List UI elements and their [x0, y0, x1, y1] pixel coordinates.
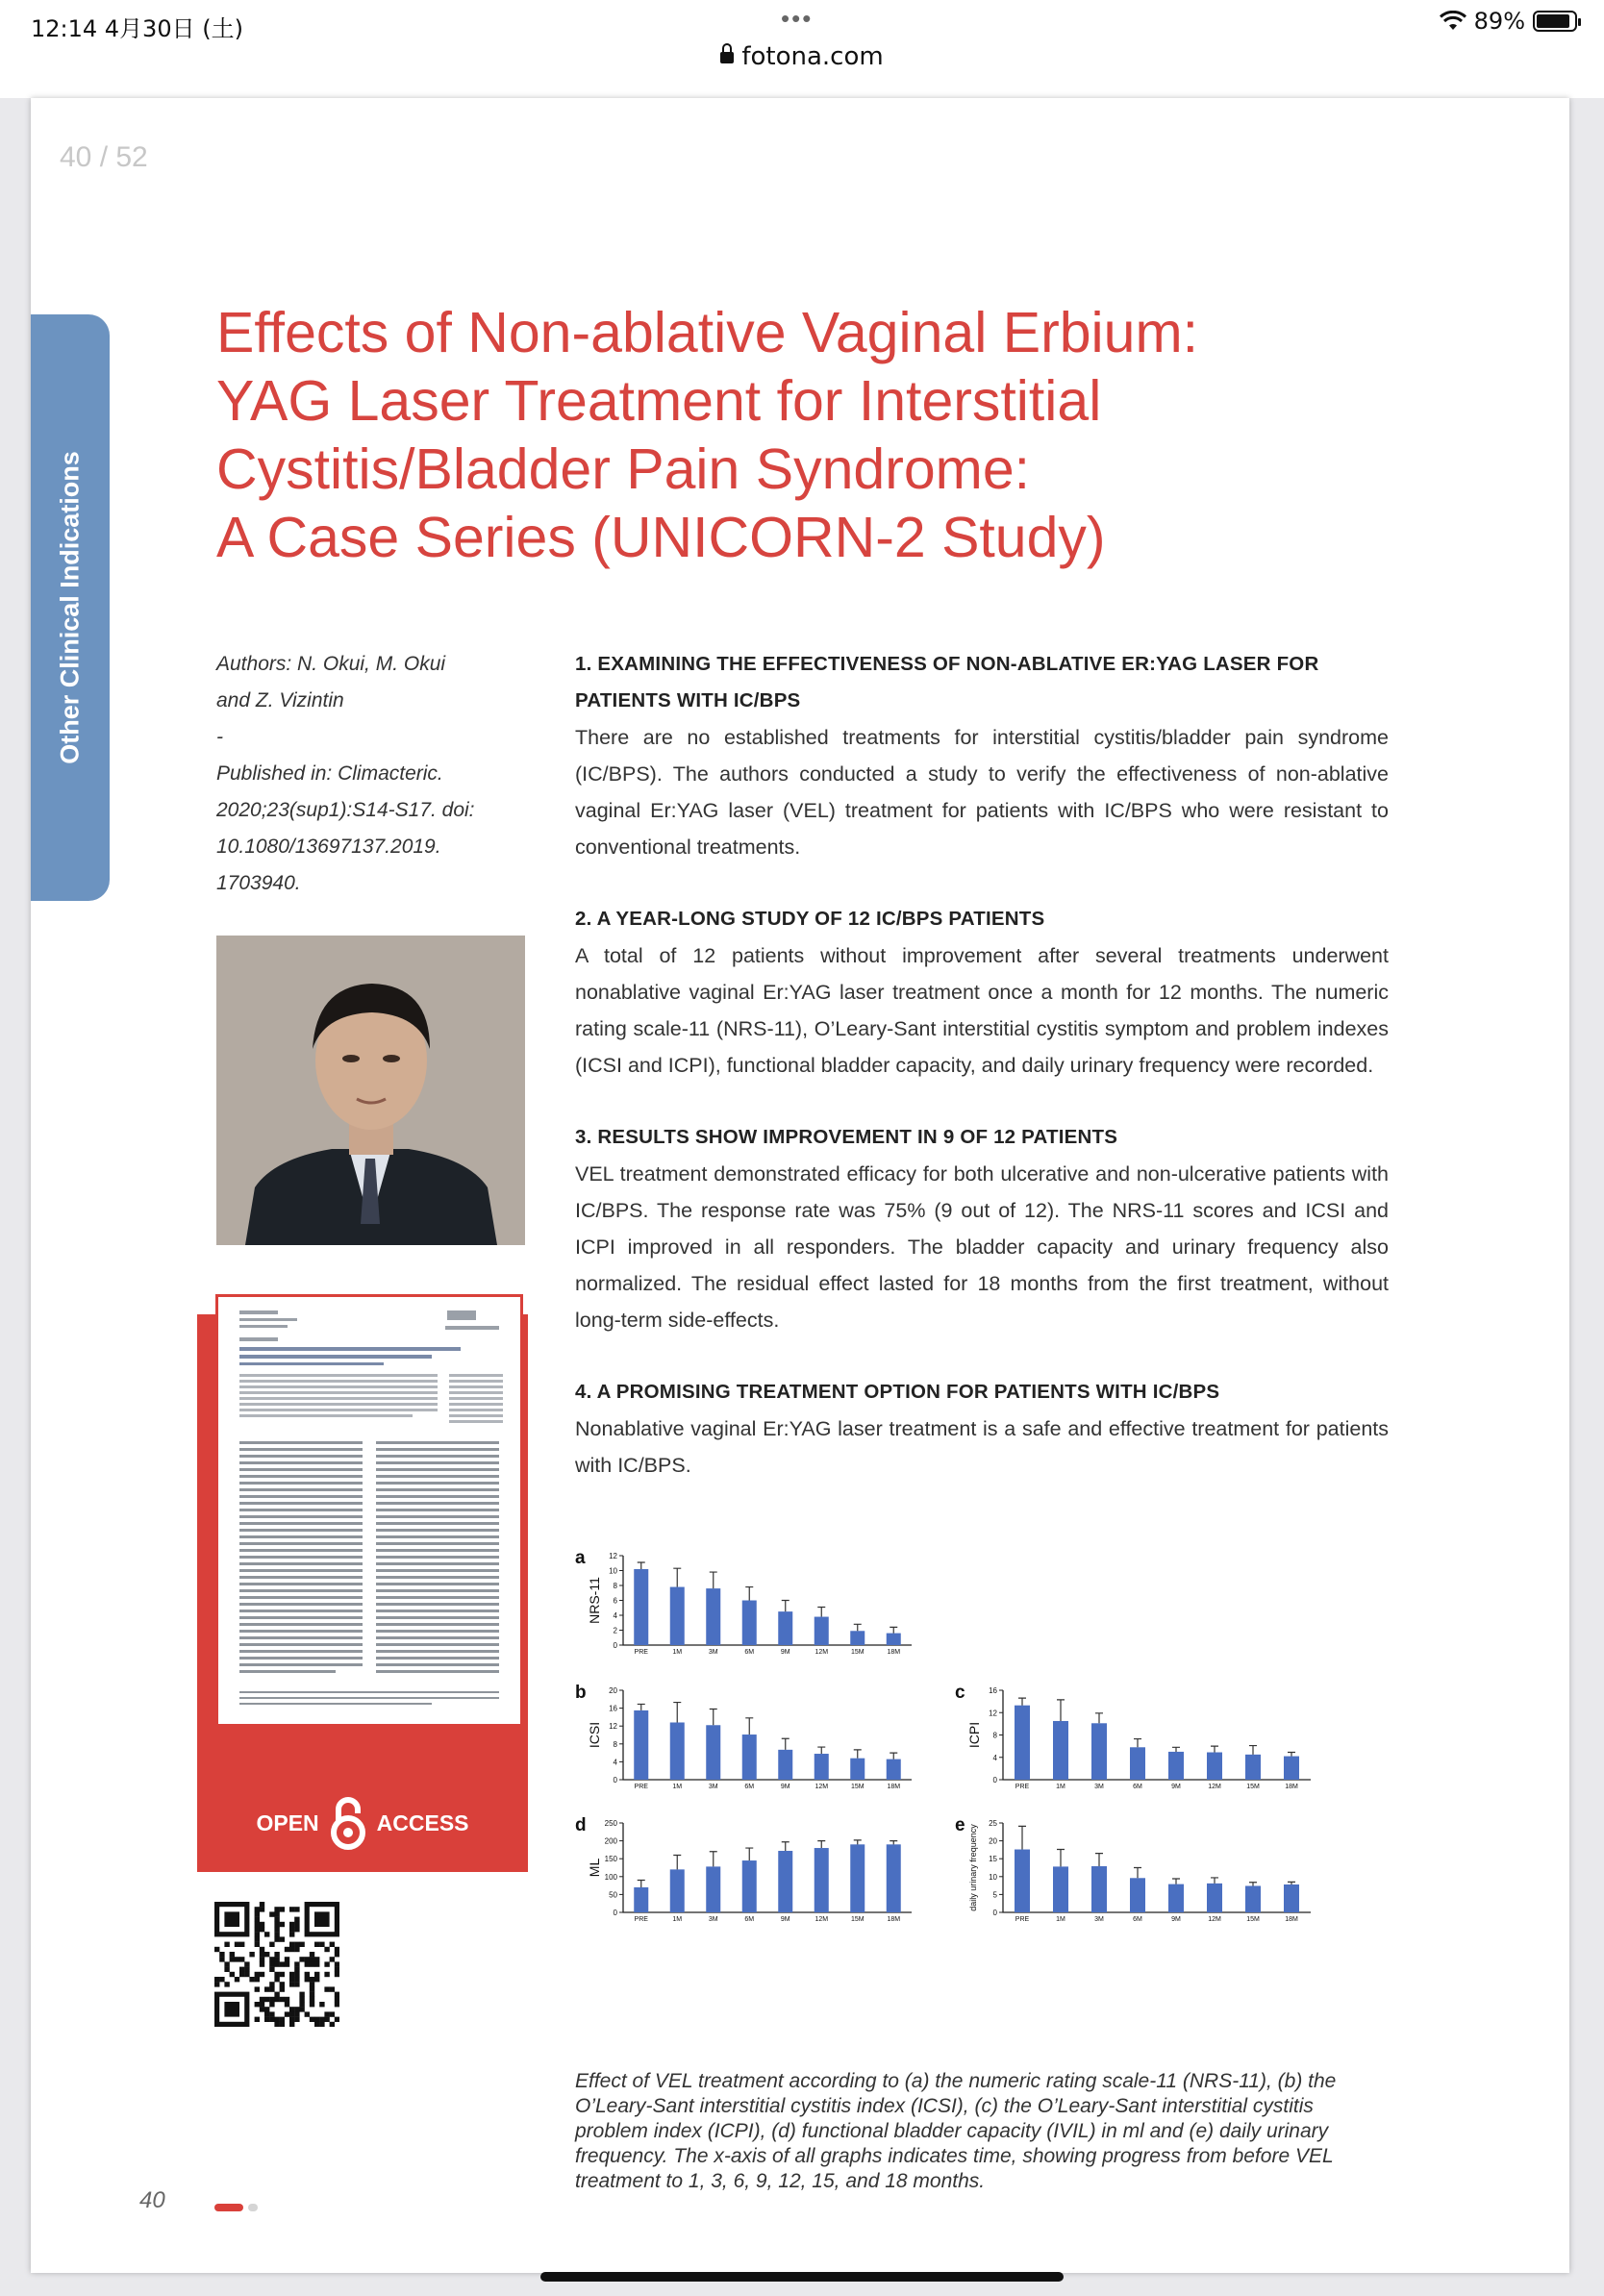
- chart-b: [575, 1683, 940, 1793]
- bar-15M: [850, 1631, 865, 1645]
- error-bar-12M: [817, 1607, 825, 1616]
- bar-PRE: [1015, 1850, 1030, 1912]
- bar-9M: [778, 1611, 792, 1645]
- y-tick-label: 8: [613, 1582, 617, 1590]
- title-line: A Case Series (UNICORN-2 Study): [216, 506, 1106, 569]
- chart-letter: c: [955, 1683, 965, 1703]
- error-bar-18M: [1288, 1882, 1295, 1884]
- bar-PRE: [634, 1887, 648, 1912]
- error-bar-9M: [782, 1601, 789, 1612]
- x-tick-label: PRE: [1015, 1916, 1030, 1923]
- bar-12M: [1207, 1884, 1222, 1912]
- x-tick-label: 9M: [780, 1916, 790, 1923]
- authors-line: -: [216, 726, 223, 748]
- bar-PRE: [634, 1569, 648, 1645]
- battery-percent: 89%: [1473, 8, 1525, 35]
- x-tick-label: 3M: [708, 1784, 718, 1790]
- battery-level: [1537, 14, 1569, 28]
- bar-PRE: [634, 1710, 648, 1780]
- bar-1M: [1053, 1721, 1068, 1780]
- error-bar-15M: [1249, 1746, 1257, 1755]
- y-tick-label: 0: [992, 1776, 997, 1784]
- x-tick-label: 18M: [887, 1649, 901, 1656]
- magazine-page: [31, 98, 1569, 2273]
- section-4: [575, 1374, 1389, 1484]
- bar-6M: [742, 1860, 757, 1912]
- y-tick-label: 12: [989, 1709, 997, 1718]
- x-tick-label: 9M: [1171, 1784, 1181, 1790]
- article-title: [216, 299, 1486, 572]
- heading-line: PATIENTS WITH IC/BPS: [575, 689, 801, 711]
- bar-12M: [815, 1754, 829, 1780]
- error-bar-18M: [1288, 1753, 1295, 1757]
- y-axis-label: ICPI: [966, 1721, 982, 1749]
- x-tick-label: 15M: [1246, 1784, 1260, 1790]
- bar-9M: [1168, 1884, 1184, 1912]
- authors-line: 10.1080/13697137.2019.: [216, 836, 441, 858]
- bar-18M: [1284, 1884, 1299, 1912]
- x-tick-label: 6M: [1133, 1784, 1142, 1790]
- authors-block: [216, 646, 505, 902]
- title-line: Effects of Non-ablative Vaginal Erbium:: [216, 301, 1199, 364]
- y-tick-label: 12: [609, 1722, 617, 1732]
- bar-15M: [850, 1759, 865, 1780]
- y-tick-label: 0: [992, 1909, 997, 1917]
- y-tick-label: 4: [992, 1753, 997, 1762]
- open-access-lock-icon: [327, 1796, 369, 1850]
- x-tick-label: 6M: [1133, 1916, 1142, 1923]
- chart-letter: e: [955, 1815, 965, 1835]
- error-bar-6M: [745, 1848, 753, 1860]
- x-tick-label: 6M: [744, 1916, 755, 1923]
- x-tick-label: 12M: [815, 1784, 829, 1790]
- y-tick-label: 16: [609, 1704, 617, 1713]
- error-bar-1M: [673, 1855, 681, 1869]
- home-indicator[interactable]: [540, 2272, 1064, 2282]
- bar-12M: [815, 1617, 829, 1645]
- error-bar-12M: [817, 1841, 825, 1848]
- bar-15M: [1245, 1885, 1261, 1912]
- error-bar-6M: [1134, 1739, 1141, 1748]
- section-text: A total of 12 patients without improvement after several treatments underwent nonablative vaginal Er:YAG laser treatment once a month for 12 months. The numeric rating scale-11 (NRS-11), O’Leary-Sant interstitial cystitis symptom and problem indexes (ICSI and ICPI), functional bladder capacity, and daily urinary frequency were recorded.: [575, 944, 1389, 1077]
- x-tick-label: 18M: [887, 1916, 901, 1923]
- x-tick-label: 1M: [672, 1649, 683, 1656]
- heading-line: 1. EXAMINING THE EFFECTIVENESS OF NON-ABLATIVE ER:YAG LASER FOR: [575, 653, 1319, 675]
- section-heading: [575, 1119, 1389, 1156]
- x-tick-label: 1M: [1056, 1784, 1065, 1790]
- y-tick-label: 10: [609, 1566, 617, 1576]
- authors-line: 2020;23(sup1):S14-S17. doi:: [216, 799, 475, 821]
- chart-a: [575, 1548, 940, 1659]
- error-bar-PRE: [1018, 1826, 1026, 1849]
- x-tick-label: 12M: [815, 1916, 829, 1923]
- y-tick-label: 2: [613, 1626, 617, 1635]
- error-bar-12M: [1211, 1878, 1218, 1884]
- bar-6M: [1130, 1878, 1145, 1912]
- chart-d: [575, 1815, 940, 1926]
- bar-9M: [778, 1750, 792, 1780]
- y-tick-label: 5: [992, 1890, 997, 1900]
- wifi-icon: [1440, 11, 1466, 32]
- error-bar-6M: [745, 1587, 753, 1601]
- error-bar-9M: [782, 1738, 789, 1750]
- y-tick-label: 16: [989, 1686, 997, 1695]
- chart-e: [955, 1815, 1340, 1926]
- bar-12M: [1207, 1753, 1222, 1780]
- x-tick-label: 15M: [850, 1649, 865, 1656]
- bar-3M: [1091, 1866, 1107, 1912]
- bar-15M: [850, 1844, 865, 1912]
- heading-line: 4. A PROMISING TREATMENT OPTION FOR PATIENTS WITH IC/BPS: [575, 1381, 1220, 1403]
- chart-axis: [623, 1556, 912, 1645]
- error-bar-9M: [1172, 1879, 1180, 1884]
- x-tick-label: PRE: [634, 1916, 648, 1923]
- section-heading: [575, 646, 1389, 719]
- status-right: [1440, 8, 1577, 35]
- title-line: YAG Laser Treatment for Interstitial: [216, 369, 1102, 433]
- bar-6M: [742, 1601, 757, 1646]
- bar-6M: [742, 1734, 757, 1780]
- y-tick-label: 50: [609, 1890, 617, 1900]
- x-tick-label: 1M: [1056, 1916, 1065, 1923]
- authors-line: and Z. Vizintin: [216, 689, 344, 711]
- chart-svg: [955, 1683, 1340, 1793]
- y-tick-label: 10: [989, 1872, 997, 1882]
- section-heading: [575, 901, 1389, 937]
- x-tick-label: 15M: [1246, 1916, 1260, 1923]
- bar-18M: [887, 1634, 901, 1645]
- bar-15M: [1245, 1755, 1261, 1780]
- x-tick-label: PRE: [634, 1649, 648, 1656]
- chart-axis: [623, 1690, 912, 1780]
- x-tick-label: 3M: [1094, 1916, 1104, 1923]
- section-text: Nonablative vaginal Er:YAG laser treatment is a safe and effective treatment for patients with IC/BPS.: [575, 1417, 1389, 1477]
- y-tick-label: 25: [989, 1819, 997, 1828]
- error-bar-6M: [745, 1718, 753, 1734]
- results-figures: [575, 1548, 1389, 2048]
- error-bar-15M: [854, 1840, 862, 1844]
- section-text: There are no established treatments for interstitial cystitis/bladder pain syndrome (IC/BPS). The authors conducted a study to verify the effectiveness of non-ablative vaginal Er:YAG laser (VEL) treatment for patients with IC/BPS who were resistant to conventional treatments.: [575, 726, 1389, 859]
- address-bar[interactable]: [0, 42, 1604, 71]
- y-tick-label: 12: [609, 1552, 617, 1560]
- chart-svg: [575, 1815, 940, 1926]
- error-bar-18M: [890, 1841, 897, 1845]
- x-tick-label: 15M: [850, 1784, 865, 1790]
- y-tick-label: 4: [613, 1758, 617, 1767]
- error-bar-6M: [1134, 1868, 1141, 1879]
- chart-svg: [575, 1683, 940, 1793]
- x-tick-label: 6M: [744, 1649, 755, 1656]
- bar-1M: [670, 1869, 685, 1912]
- authors-line: Authors: N. Okui, M. Okui: [216, 653, 446, 675]
- bar-3M: [1091, 1723, 1107, 1780]
- bar-18M: [887, 1759, 901, 1780]
- y-tick-label: 8: [992, 1731, 997, 1740]
- y-tick-label: 0: [613, 1776, 617, 1784]
- y-tick-label: 20: [989, 1836, 997, 1846]
- bar-3M: [706, 1588, 720, 1645]
- open-label: OPEN: [256, 1809, 319, 1835]
- error-bar-1M: [673, 1703, 681, 1723]
- figure-caption: Effect of VEL treatment according to (a) the numeric rating scale-11 (NRS-11), (b) the O’Leary-Sant interstitial cystitis index (ICSI), (c) the O’Leary-Sant interstitial cystitis problem index (ICPI), (d) functional bladder capacity (IVIL) in ml and (e) daily urinary frequency. The x-axis of all graphs indicates time, showing progress from before VEL treatment to 1, 3, 6, 9, 12, 15, and 18 months.: [575, 2070, 1337, 2192]
- lock-icon: [720, 52, 734, 63]
- chart-letter: b: [575, 1683, 587, 1703]
- x-tick-label: 1M: [672, 1916, 683, 1923]
- authors-line: Published in: Climacteric.: [216, 762, 443, 785]
- error-bar-12M: [817, 1747, 825, 1754]
- footer-page-number: 40: [139, 2187, 165, 2213]
- more-options-dots-icon[interactable]: •••: [781, 4, 814, 33]
- error-bar-PRE: [1018, 1698, 1026, 1706]
- x-tick-label: 18M: [1285, 1784, 1298, 1790]
- section-text: VEL treatment demonstrated efficacy for both ulcerative and non-ulcerative patients with IC/BPS. The response rate was 75% (9 out of 12). The NRS-11 scores and ICSI and ICPI improved in all responders. The bladder capacity and urinary frequency also normalized. The residual effect lasted for 18 months from the first treatment, without long-term side-effects.: [575, 1162, 1389, 1332]
- x-tick-label: 3M: [708, 1916, 718, 1923]
- error-bar-15M: [854, 1624, 862, 1631]
- y-axis-label: ML: [587, 1858, 602, 1878]
- x-tick-label: 15M: [850, 1916, 865, 1923]
- x-tick-label: 6M: [744, 1784, 755, 1790]
- author-photo: [216, 936, 525, 1245]
- bar-18M: [887, 1844, 901, 1912]
- chart-svg: [955, 1815, 1340, 1926]
- bar-3M: [706, 1725, 720, 1780]
- y-tick-label: 0: [613, 1641, 617, 1650]
- y-tick-label: 0: [613, 1909, 617, 1917]
- bar-12M: [815, 1848, 829, 1912]
- article-body: [575, 646, 1389, 1519]
- page-progress-active: [214, 2204, 243, 2211]
- battery-icon: [1533, 11, 1577, 32]
- error-bar-15M: [1249, 1883, 1257, 1886]
- chart-letter: d: [575, 1815, 587, 1835]
- x-tick-label: PRE: [634, 1784, 648, 1790]
- x-tick-label: 12M: [1208, 1784, 1221, 1790]
- x-tick-label: 12M: [1208, 1916, 1221, 1923]
- error-bar-15M: [854, 1750, 862, 1759]
- bar-3M: [706, 1866, 720, 1912]
- error-bar-18M: [890, 1627, 897, 1633]
- chart-c: [955, 1683, 1340, 1793]
- x-tick-label: 1M: [672, 1784, 683, 1790]
- error-bar-PRE: [638, 1562, 645, 1569]
- x-tick-label: 3M: [1094, 1784, 1104, 1790]
- error-bar-3M: [710, 1572, 717, 1588]
- section-heading: [575, 1374, 1389, 1410]
- paper-thumbnail[interactable]: [215, 1294, 523, 1727]
- x-tick-label: 18M: [1285, 1916, 1298, 1923]
- y-tick-label: 250: [604, 1819, 617, 1828]
- heading-line: 2. A YEAR-LONG STUDY OF 12 IC/BPS PATIENTS: [575, 908, 1045, 930]
- authors-line: 1703940.: [216, 872, 301, 894]
- error-bar-1M: [1057, 1700, 1065, 1721]
- x-tick-label: 18M: [887, 1784, 901, 1790]
- x-tick-label: PRE: [1015, 1784, 1030, 1790]
- chart-axis: [623, 1823, 912, 1912]
- open-access-badge[interactable]: [197, 1773, 528, 1873]
- y-tick-label: 15: [989, 1855, 997, 1864]
- bar-1M: [670, 1587, 685, 1645]
- bar-9M: [778, 1851, 792, 1912]
- chart-axis: [1003, 1823, 1311, 1912]
- error-bar-18M: [890, 1753, 897, 1759]
- error-bar-3M: [1095, 1854, 1103, 1866]
- category-side-tab: [31, 314, 110, 901]
- x-tick-label: 9M: [780, 1784, 790, 1790]
- y-axis-label: NRS-11: [587, 1577, 602, 1624]
- error-bar-3M: [710, 1710, 717, 1726]
- y-axis-label: daily urinary frequency: [968, 1824, 978, 1911]
- y-tick-label: 100: [604, 1872, 617, 1882]
- x-tick-label: 3M: [708, 1649, 718, 1656]
- y-tick-label: 4: [613, 1611, 617, 1620]
- page-indicator: 40 / 52: [60, 141, 148, 173]
- qr-code[interactable]: [214, 1902, 339, 2027]
- error-bar-PRE: [638, 1704, 645, 1710]
- y-tick-label: 20: [609, 1686, 617, 1695]
- error-bar-PRE: [638, 1881, 645, 1887]
- status-time: 12:14 4月30日 (土): [31, 15, 243, 42]
- error-bar-9M: [782, 1842, 789, 1851]
- y-tick-label: 6: [613, 1596, 617, 1606]
- error-bar-3M: [1095, 1713, 1103, 1723]
- title-line: Cystitis/Bladder Pain Syndrome:: [216, 437, 1031, 501]
- y-tick-label: 200: [604, 1836, 617, 1846]
- chart-svg: [575, 1548, 940, 1659]
- bar-PRE: [1015, 1706, 1030, 1780]
- error-bar-9M: [1172, 1747, 1180, 1752]
- x-tick-label: 9M: [780, 1649, 790, 1656]
- url-text: fotona.com: [741, 42, 884, 71]
- ios-status-bar: [0, 0, 1604, 98]
- x-tick-label: 9M: [1171, 1916, 1181, 1923]
- page-progress-inactive: [248, 2204, 258, 2211]
- section-1: [575, 646, 1389, 865]
- y-axis-label: ICSI: [587, 1721, 602, 1749]
- bar-9M: [1168, 1752, 1184, 1780]
- section-2: [575, 901, 1389, 1084]
- category-label: Other Clinical Indications: [55, 451, 85, 764]
- bar-6M: [1130, 1747, 1145, 1780]
- chart-axis: [1003, 1690, 1311, 1780]
- bar-1M: [1053, 1866, 1068, 1912]
- section-3: [575, 1119, 1389, 1338]
- y-tick-label: 8: [613, 1739, 617, 1749]
- error-bar-1M: [673, 1568, 681, 1586]
- access-label: ACCESS: [376, 1809, 469, 1835]
- y-tick-label: 150: [604, 1855, 617, 1864]
- heading-line: 3. RESULTS SHOW IMPROVEMENT IN 9 OF 12 PATIENTS: [575, 1126, 1118, 1148]
- chart-letter: a: [575, 1548, 586, 1568]
- error-bar-1M: [1057, 1850, 1065, 1867]
- bar-18M: [1284, 1757, 1299, 1780]
- bar-1M: [670, 1722, 685, 1780]
- error-bar-12M: [1211, 1746, 1218, 1752]
- error-bar-3M: [710, 1852, 717, 1867]
- x-tick-label: 12M: [815, 1649, 829, 1656]
